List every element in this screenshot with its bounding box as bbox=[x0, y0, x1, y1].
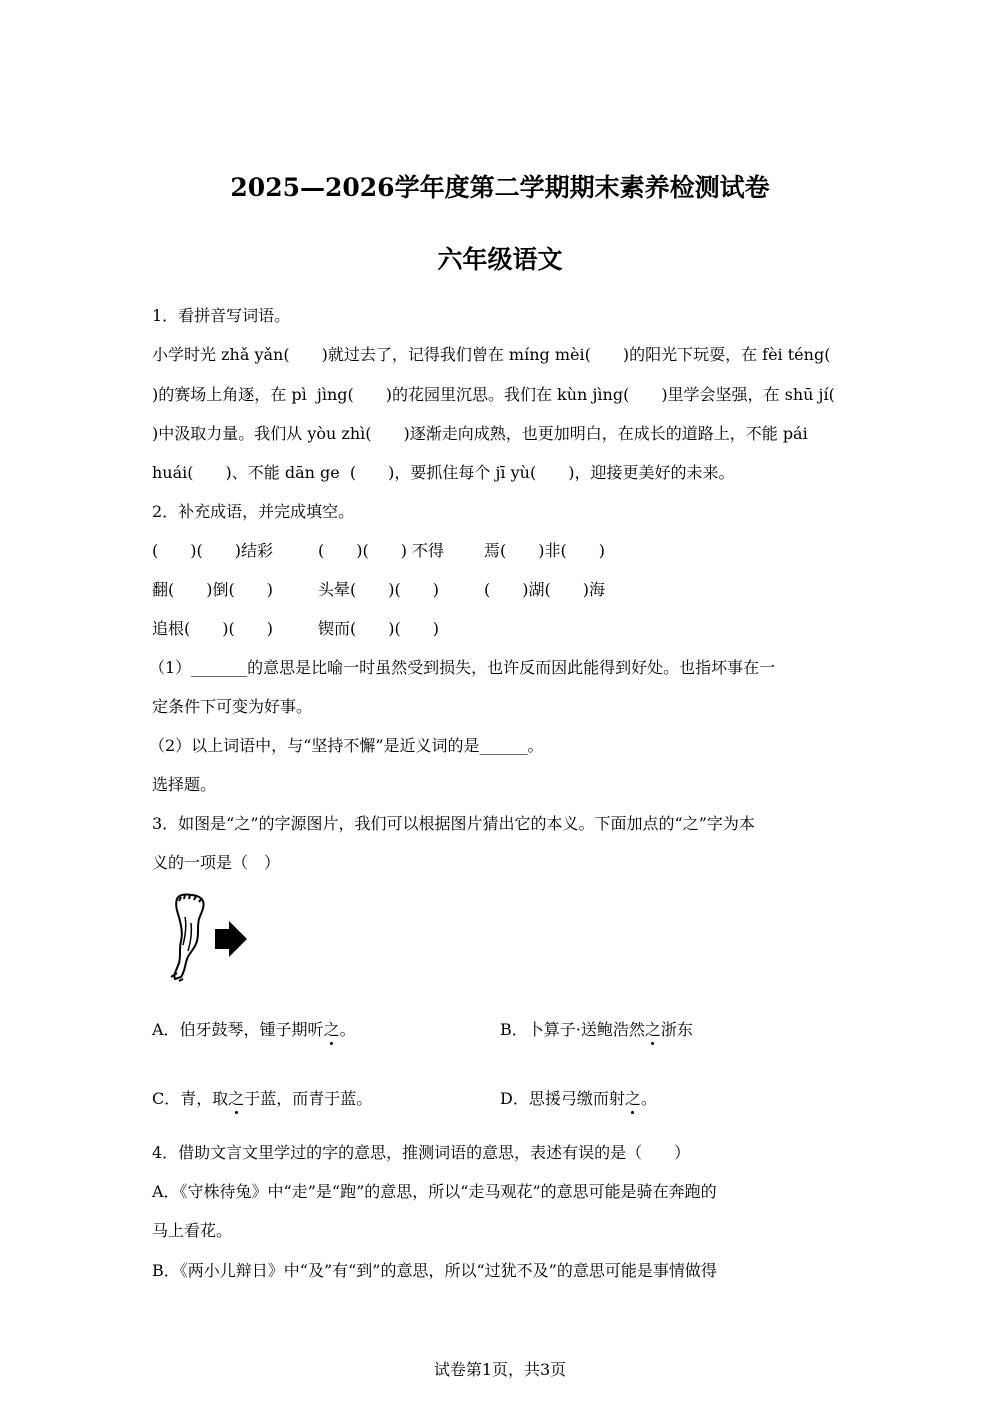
idiom-cell: 翻( )倒( ) bbox=[152, 580, 273, 599]
question-1-line: )中汲取力量。我们从 yòu zhì( )逐渐走向成熟，也更加明白，在成长的道路上，不能 pái bbox=[152, 424, 808, 443]
question-4-option-a-cont: 马上看花。 bbox=[152, 1221, 233, 1240]
idiom-cell: 锲而( )( ) bbox=[318, 619, 439, 638]
question-1-line: )的赛场上角逐，在 pì jìng( )的花园里沉思。我们在 kùn jìng( )里学会坚强，在 shū jí( bbox=[152, 385, 835, 404]
question-1-heading: 1．看拼音写词语。 bbox=[152, 306, 291, 325]
question-2-sub2: （2）以上词语中，与“坚持不懈”是近义词的是______。 bbox=[149, 736, 544, 755]
idiom-cell: 追根( )( ) bbox=[152, 619, 273, 638]
emphasis-dot-char: 之 bbox=[323, 1020, 340, 1039]
page-footer: 试卷第1页，共3页 bbox=[433, 1360, 567, 1379]
question-2-heading: 2．补充成语，并完成填空。 bbox=[152, 502, 355, 521]
question-1-line: huái( )、不能 dān ge ( )，要抓住每个 jī yù( )，迎接更美好的未来。 bbox=[152, 463, 735, 482]
emphasis-dot-char: 之 bbox=[644, 1020, 661, 1039]
emphasis-dot-char: 之 bbox=[228, 1089, 245, 1108]
question-2-sub1-cont: 定条件下可变为好事。 bbox=[152, 697, 313, 716]
emphasis-dot-char: 之 bbox=[624, 1089, 641, 1108]
zhi-character-origin-image bbox=[163, 893, 253, 985]
option-c: C．青，取之于蓝，而青于蓝。 bbox=[152, 1089, 373, 1108]
question-2-sub1: （1）_______的意思是比喻一时虽然受到损失，也许反而因此能得到好处。也指坏事在一 bbox=[149, 658, 776, 677]
exam-subtitle: 六年级语文 bbox=[437, 245, 563, 274]
question-4-option-b: B．《两小儿辩日》中“及”有“到”的意思，所以“过犹不及”的意思可能是事情做得 bbox=[152, 1261, 717, 1280]
exam-title: 2025—2026学年度第二学期期末素养检测试卷 bbox=[230, 173, 770, 202]
idiom-cell: ( )( ) 不得 bbox=[318, 541, 445, 560]
option-b: B．卜算子·送鲍浩然之浙东 bbox=[500, 1020, 693, 1039]
option-a: A．伯牙鼓琴，锺子期听之。 bbox=[152, 1020, 356, 1039]
question-3-line: 3．如图是“之”的字源图片，我们可以根据图片猜出它的本义。下面加点的“之”字为本 bbox=[152, 814, 755, 833]
idiom-cell: 焉( )非( ) bbox=[484, 541, 605, 560]
question-1-line: 小学时光 zhǎ yǎn( )就过去了，记得我们曾在 míng mèi( )的阳光下玩耍，在 fèi téng( bbox=[152, 345, 831, 364]
question-3-line: 义的一项是（ ） bbox=[152, 853, 281, 872]
idiom-cell: ( )湖( )海 bbox=[484, 580, 605, 599]
question-4-heading: 4．借助文言文里学过的字的意思，推测词语的意思，表述有误的是（ ） bbox=[152, 1143, 691, 1162]
idiom-cell: 头晕( )( ) bbox=[318, 580, 439, 599]
section-choice-heading: 选择题。 bbox=[152, 775, 217, 794]
foot-arrow-icon bbox=[163, 893, 253, 985]
question-4-option-a: A．《守株待兔》中“走”是“跑”的意思，所以“走马观花”的意思可能是骑在奔跑的 bbox=[152, 1182, 717, 1201]
option-d: D．思援弓缴而射之。 bbox=[500, 1089, 657, 1108]
idiom-cell: ( )( )结彩 bbox=[152, 541, 273, 560]
